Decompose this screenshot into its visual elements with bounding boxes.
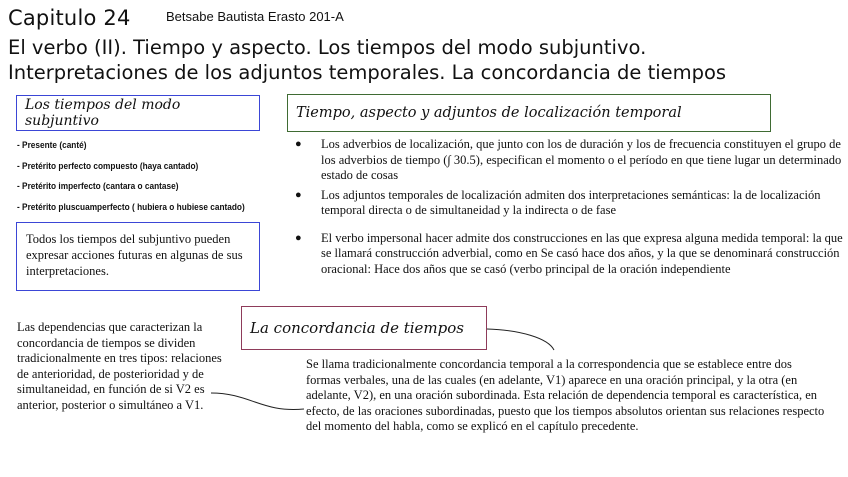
subjuntivo-section-title: Los tiempos del modo subjuntivo xyxy=(16,95,260,131)
bullet-text: Los adjuntos temporales de localización admiten dos interpretaciones semánticas: la de localización temporal directa o de simultaneidad y la indirecta o de fase xyxy=(321,187,821,217)
author-name: Betsabe Bautista Erasto 201-A xyxy=(166,9,344,24)
tense-item-pluscuamperfecto: - Pretérito pluscuamperfecto ( hubiera o hubiese cantado) xyxy=(17,201,245,212)
bullet-icon: ● xyxy=(295,231,302,244)
bullet-text: Los adverbios de localización, que junto con los de duración y los de frecuencia constituyen el grupo de los adverbios de tiempo (∫ 30.5), especifican el momento o el período en que tiene lugar un determinado estado de cosas xyxy=(321,137,842,182)
chapter-heading: Capitulo 24 xyxy=(8,6,131,30)
tense-item-perfecto: - Pretérito perfecto compuesto (haya cantado) xyxy=(17,160,199,171)
bullet-icon: ● xyxy=(295,138,302,150)
bullet-text: El verbo impersonal hacer admite dos construcciones en las que expresa alguna medida temporal: la que se llamará construcción adverbial, como en Se casó hace dos años, y la que se denominará construcción oracional: Hace dos años que se casó (verbo principal de la oración independiente xyxy=(321,230,843,276)
title-line-1: El verbo (II). Tiempo y aspecto. Los tiempos del modo subjuntivo. xyxy=(8,36,647,59)
connector-title-to-definition xyxy=(487,329,554,350)
tiempo-section-title: Tiempo, aspecto y adjuntos de localización temporal xyxy=(287,94,771,132)
subjuntivo-future-note: Todos los tiempos del subjuntivo pueden expresar acciones futuras en algunas de sus interpretaciones. xyxy=(16,222,260,291)
tense-item-presente: - Presente (canté) xyxy=(17,140,87,150)
tense-item-imperfecto: - Pretérito imperfecto (cantara o cantase) xyxy=(17,181,179,191)
concordancia-section-title: La concordancia de tiempos xyxy=(241,306,487,350)
title-line-2: Interpretaciones de los adjuntos temporales. La concordancia de tiempos xyxy=(8,61,727,84)
dependencias-paragraph: Las dependencias que caracterizan la concordancia de tiempos se dividen tradicionalmente en tres tipos: relaciones de anterioridad, de posterioridad y de simultaneidad, en función de si V2 es anterior, posterior o simultáneo a V1. xyxy=(17,320,222,412)
connector-dependencias-to-definition xyxy=(211,393,304,410)
concordancia-definition-paragraph: Se llama tradicionalmente concordancia temporal a la correspondencia que se establece entre dos formas verbales, una de las cuales (en adelante, V1) aparece en una oración principal, y la otra (en adelante, V2), en una oración subordinada. Esta relación de dependencia temporal es característica, en efecto, de las oraciones subordinadas, puesto que los tiempos absolutos orientan sus relaciones respecto del momento del habla, como se explicó en el capítulo precedente. xyxy=(306,357,825,434)
bullet-icon: ● xyxy=(295,188,302,201)
